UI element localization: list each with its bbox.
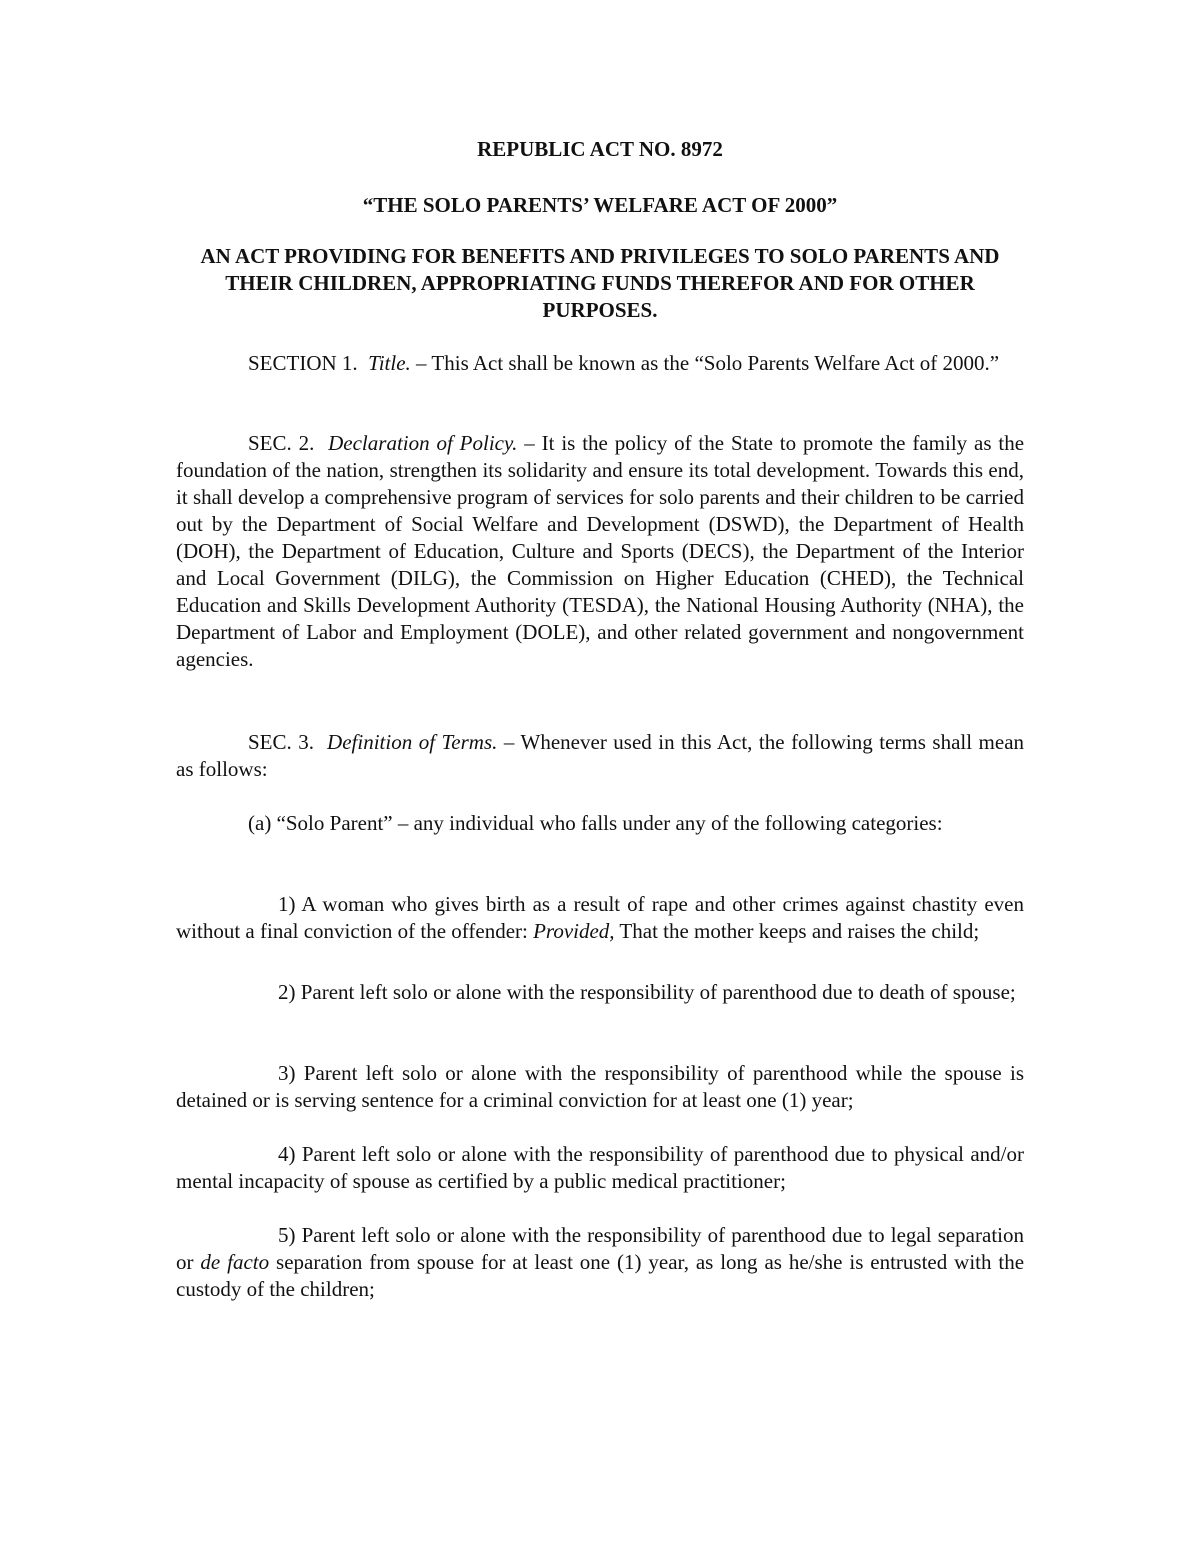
category-item-5-text: 5) Parent left solo or alone with the responsibility of parenthood due to legal separation or bbox=[176, 1223, 1024, 1274]
section-2-label: SEC. 2. bbox=[248, 431, 315, 455]
category-item-1 bbox=[176, 891, 1024, 945]
act-long-title: AN ACT PROVIDING FOR BENEFITS AND PRIVILEGES TO SOLO PARENTS AND THEIR CHILDREN, APPROPRIATING FUNDS THEREFOR AND FOR OTHER PURPOSES. bbox=[200, 244, 1000, 322]
definition-solo-parent: (a) “Solo Parent” – any individual who falls under any of the following categories: bbox=[248, 811, 943, 835]
act-short-title: “THE SOLO PARENTS’ WELFARE ACT OF 2000” bbox=[362, 193, 838, 217]
section-1-label: SECTION 1. bbox=[248, 351, 358, 375]
section-3 bbox=[176, 729, 1024, 783]
section-2 bbox=[176, 430, 1024, 673]
category-item-1-text: 1) A woman who gives birth as a result of rape and other crimes against chastity even without a final conviction of the offender: bbox=[176, 892, 1024, 943]
category-item-4: 4) Parent left solo or alone with the responsibility of parenthood due to physical and/or mental incapacity of spouse as certified by a public medical practitioner; bbox=[176, 1142, 1024, 1193]
category-item-5 bbox=[176, 1222, 1024, 1303]
section-1-text: – This Act shall be known as the “Solo Parents Welfare Act of 2000.” bbox=[416, 351, 1000, 375]
category-item-5-de-facto: de facto bbox=[200, 1250, 270, 1274]
section-3-text: – Whenever used in this Act, the following terms shall mean as follows: bbox=[176, 730, 1025, 781]
section-2-text: – It is the policy of the State to promote the family as the foundation of the nation, strengthen its solidarity and ensure its total development. Towards this end, it shall develop a comprehensive program of services for solo parents and their children to be carried out by the Department of Social Welfare and Development (DSWD), the Department of Health (DOH), the Department of Education, Culture and Sports (DECS), the Department of the Interior and Local Government (DILG), the Commission on Higher Education (CHED), the Technical Education and Skills Development Authority (TESDA), the National Housing Authority (NHA), the Department of Labor and Employment (DOLE), and other related government and nongovernment agencies. bbox=[176, 431, 1025, 671]
section-2-title: Declaration of Policy. bbox=[328, 431, 518, 455]
act-number-heading: REPUBLIC ACT NO. 8972 bbox=[477, 137, 723, 161]
section-1 bbox=[176, 350, 1024, 377]
category-item-5-tail: separation from spouse for at least one (1) year, as long as he/she is entrusted with the custody of the children; bbox=[176, 1250, 1025, 1301]
category-item-3: 3) Parent left solo or alone with the responsibility of parenthood while the spouse is detained or is serving sentence for a criminal conviction for at least one (1) year; bbox=[176, 1061, 1024, 1112]
category-item-1-provided: Provided, bbox=[533, 919, 615, 943]
section-3-title: Definition of Terms. bbox=[327, 730, 498, 754]
category-item-1-tail: That the mother keeps and raises the child; bbox=[619, 919, 980, 943]
category-item-2: 2) Parent left solo or alone with the responsibility of parenthood due to death of spouse; bbox=[278, 980, 1016, 1004]
section-3-label: SEC. 3. bbox=[248, 730, 315, 754]
section-1-title: Title. bbox=[368, 351, 411, 375]
